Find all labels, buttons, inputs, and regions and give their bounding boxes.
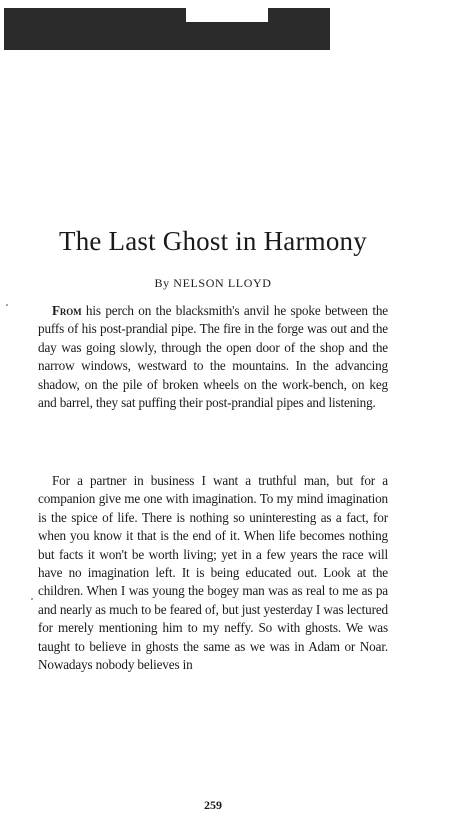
page-number: 259 [204,798,222,812]
paragraph-1 [38,302,388,412]
scan-speck [31,598,33,600]
article-byline: By NELSON LLOYD [154,276,272,290]
paragraph-1-lead: From [52,303,82,318]
paragraph-2 [38,472,388,674]
paragraph-2-text: For a partner in business I want a truthful man, but for a companion give me one with imagination. To my mind imagination is the spice of life. There is nothing so uninteresting as a fact, for when you know it that is the end of it. When life becomes nothing but facts it won't be worth living; yet in a few years the race will have no imagination left. It is being educated out. Look at the children. When I was young the bogey man was as real to me as pa and nearly as much to be feared of, but just yesterday I was lectured for merely mentioning him to my neffy. So with ghosts. We was taught to believe in ghosts the same as we was in Adam or Noar. Nowadays nobody believes in [38,473,388,673]
scan-header-notch [186,8,268,22]
scan-speck [6,304,8,306]
paragraph-1-text: his perch on the blacksmith's anvil he spoke between the puffs of his post-prandial pipe. The fire in the forge was out and the day was going slowly, through the open door of the shop and the narrow windows, westward to the mountains. In the advancing shadow, on the pile of broken wheels on the work-bench, on keg and barrel, they sat puffing their post-prandial pipes and listening. [38,303,388,411]
scan-header-band [4,8,330,50]
article-title: The Last Ghost in Harmony [59,226,367,256]
